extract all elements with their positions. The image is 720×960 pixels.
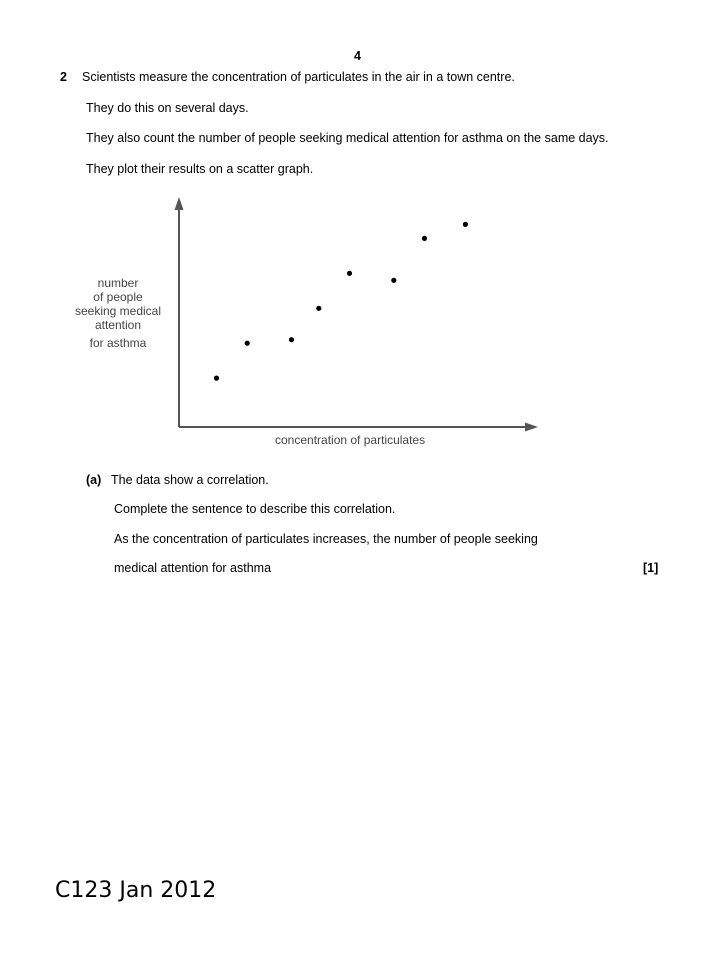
- y-axis-label: [60, 276, 176, 350]
- question-line-4: They plot their results on a scatter graph.: [86, 162, 314, 176]
- data-point: [214, 376, 219, 381]
- y-axis-label-line: attention: [94, 318, 142, 332]
- footer-label: C123 Jan 2012: [55, 878, 217, 903]
- question-number: 2: [60, 70, 67, 84]
- part-a-text: The data show a correlation.: [111, 473, 269, 487]
- part-a-sentence-line-2: medical attention for asthma: [114, 561, 272, 575]
- y-axis-label-line: seeking medical: [74, 304, 162, 318]
- part-a-sentence-line-1: As the concentration of particulates increases, the number of people seeking: [114, 532, 538, 546]
- question-intro: Scientists measure the concentration of particulates in the air in a town centre.: [82, 70, 515, 84]
- data-point: [463, 222, 468, 227]
- y-axis-label-line: number: [97, 276, 139, 290]
- scatter-graph: [0, 0, 720, 460]
- x-axis: [179, 423, 538, 432]
- data-point: [316, 306, 321, 311]
- y-axis-label-line: of people: [93, 290, 143, 304]
- part-a-label: (a): [86, 473, 102, 487]
- y-axis-label-line: for asthma: [89, 336, 147, 350]
- page-number: 4: [354, 49, 361, 63]
- data-point: [391, 278, 396, 283]
- data-point: [422, 236, 427, 241]
- question-line-2: They do this on several days.: [86, 101, 249, 115]
- question-line-3: They also count the number of people seeking medical attention for asthma on the same days.: [86, 131, 609, 145]
- data-point: [347, 271, 352, 276]
- marks-label: [1]: [643, 561, 659, 575]
- data-point: [289, 337, 294, 342]
- x-axis-label: concentration of particulates: [275, 433, 426, 447]
- data-point: [245, 341, 250, 346]
- part-a-instruction: Complete the sentence to describe this correlation.: [114, 502, 396, 516]
